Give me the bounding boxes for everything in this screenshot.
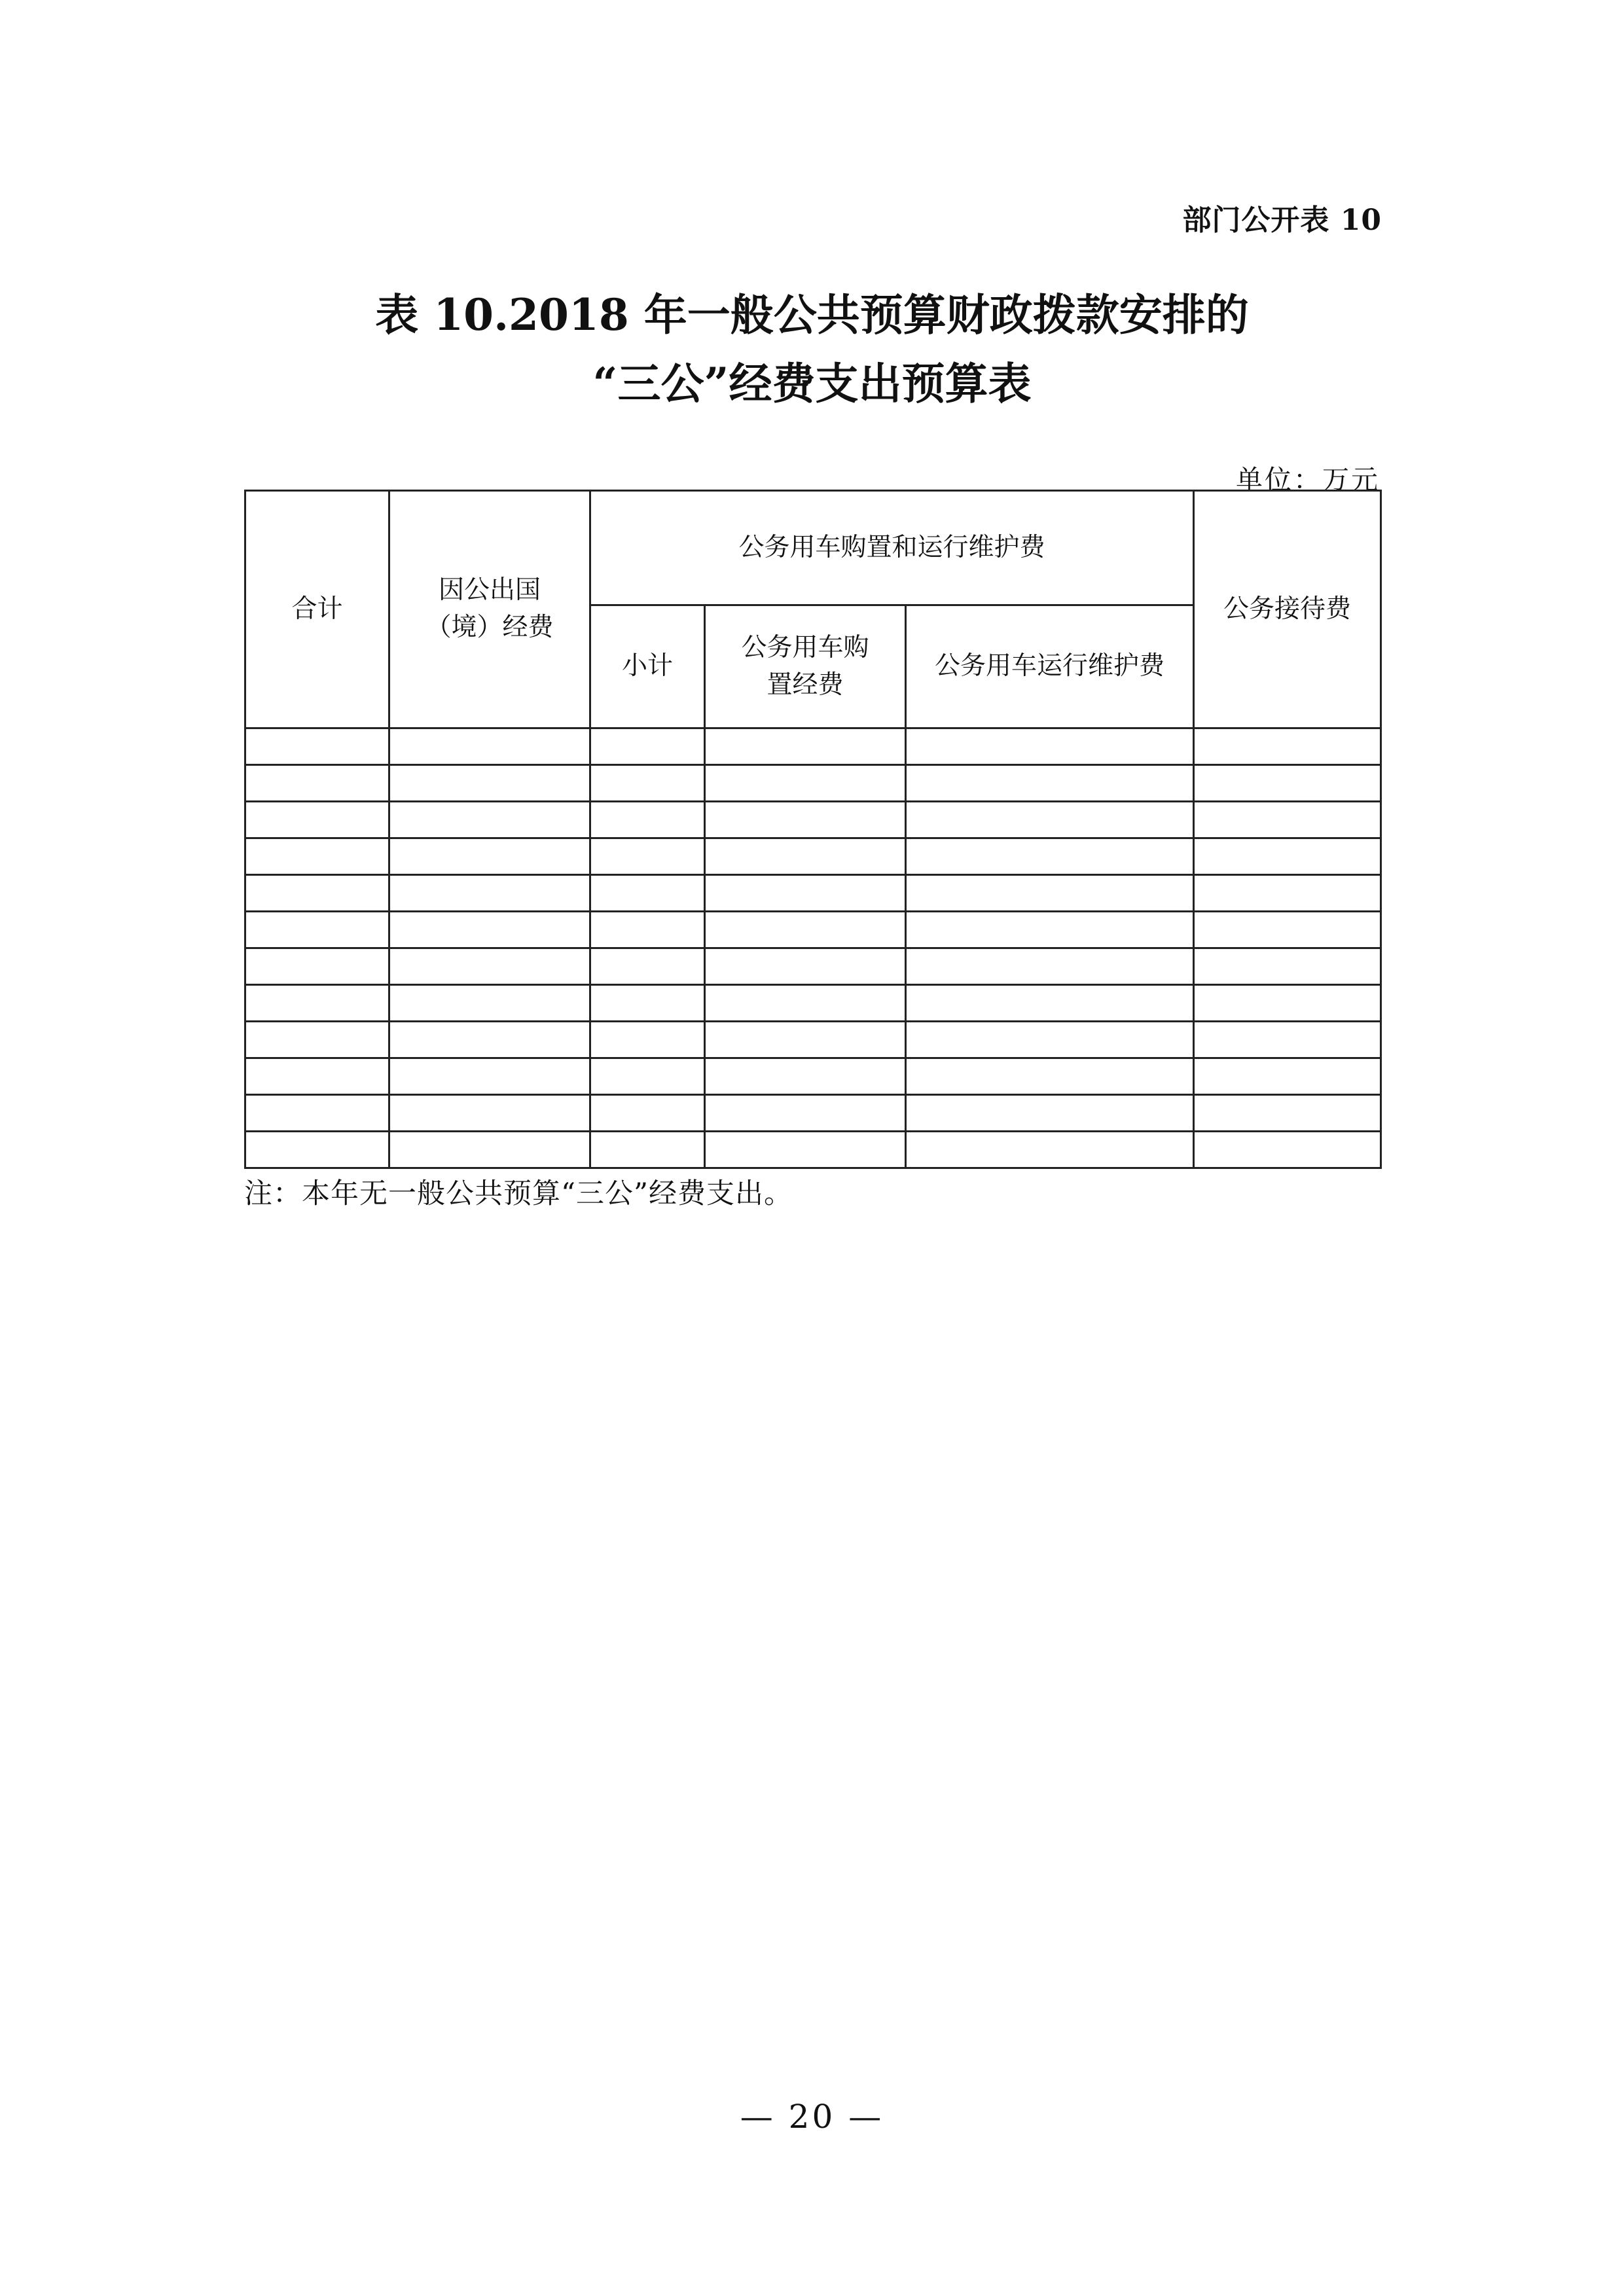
- table-cell: [906, 1132, 1194, 1168]
- table-row: [245, 948, 1381, 985]
- table-cell: [1194, 802, 1381, 838]
- table-row: [245, 802, 1381, 838]
- table-cell: [705, 1022, 906, 1058]
- table-cell: [705, 838, 906, 875]
- table-cell: [906, 765, 1194, 802]
- header-vehicle-purchase: 公务用车购置经费: [705, 605, 906, 728]
- table-cell: [590, 948, 705, 985]
- table-cell: [590, 765, 705, 802]
- table-cell: [389, 1095, 590, 1132]
- table-label: 部门公开表 10: [1182, 204, 1382, 237]
- table-cell: [1194, 765, 1381, 802]
- table-cell: [906, 912, 1194, 948]
- table-cell: [906, 1022, 1194, 1058]
- table-row: [245, 1095, 1381, 1132]
- table-cell: [1194, 948, 1381, 985]
- table-cell: [705, 912, 906, 948]
- table-row: [245, 1022, 1381, 1058]
- table-cell: [590, 912, 705, 948]
- table-cell: [906, 802, 1194, 838]
- table-cell: [389, 1132, 590, 1168]
- table-cell: [245, 1095, 389, 1132]
- table-cell: [389, 985, 590, 1022]
- table-cell: [590, 802, 705, 838]
- table-cell: [590, 1022, 705, 1058]
- header-vehicle-group: 公务用车购置和运行维护费: [590, 491, 1194, 605]
- table-cell: [705, 948, 906, 985]
- table-cell: [705, 728, 906, 765]
- document-title-line-2: “三公”经费支出预算表: [592, 358, 1032, 409]
- table-cell: [1194, 1095, 1381, 1132]
- header-overseas: 因公出国（境）经费: [389, 491, 590, 728]
- table-cell: [705, 802, 906, 838]
- table-cell: [906, 875, 1194, 912]
- table-cell: [245, 838, 389, 875]
- table-cell: [590, 1058, 705, 1095]
- table-cell: [705, 1058, 906, 1095]
- table-cell: [389, 875, 590, 912]
- table-cell: [1194, 728, 1381, 765]
- table-cell: [590, 838, 705, 875]
- table-cell: [1194, 1022, 1381, 1058]
- table-row: [245, 838, 1381, 875]
- table-cell: [389, 838, 590, 875]
- table-cell: [705, 1132, 906, 1168]
- table-cell: [705, 1095, 906, 1132]
- table-cell: [245, 765, 389, 802]
- table-cell: [705, 985, 906, 1022]
- table-cell: [245, 1058, 389, 1095]
- document-title-line-1: 表 10.2018 年一般公共预算财政拨款安排的: [375, 289, 1249, 340]
- table-cell: [705, 765, 906, 802]
- table-cell: [245, 802, 389, 838]
- table-row: [245, 875, 1381, 912]
- table-cell: [1194, 985, 1381, 1022]
- table-cell: [590, 1095, 705, 1132]
- table-cell: [1194, 912, 1381, 948]
- table-cell: [389, 802, 590, 838]
- table-cell: [1194, 1132, 1381, 1168]
- header-total: 合计: [245, 491, 389, 728]
- unit-label: 单位：万元: [1236, 464, 1380, 495]
- table-cell: [705, 875, 906, 912]
- budget-table: [244, 490, 1382, 1169]
- table-row: [245, 1132, 1381, 1168]
- header-reception: 公务接待费: [1194, 491, 1381, 728]
- table-cell: [906, 985, 1194, 1022]
- table-cell: [245, 1022, 389, 1058]
- table-cell: [245, 1132, 389, 1168]
- table-cell: [906, 1058, 1194, 1095]
- table-row: [245, 728, 1381, 765]
- table-cell: [389, 1058, 590, 1095]
- page-number: — 20 —: [740, 2098, 884, 2136]
- table-cell: [389, 912, 590, 948]
- table-cell: [389, 728, 590, 765]
- table-cell: [906, 1095, 1194, 1132]
- table-row: [245, 1058, 1381, 1095]
- table-cell: [389, 765, 590, 802]
- table-cell: [590, 728, 705, 765]
- header-vehicle-operation: 公务用车运行维护费: [906, 605, 1194, 728]
- header-subtotal: 小计: [590, 605, 705, 728]
- table-row: [245, 912, 1381, 948]
- table-cell: [245, 948, 389, 985]
- table-cell: [245, 875, 389, 912]
- table-cell: [906, 838, 1194, 875]
- table-cell: [1194, 875, 1381, 912]
- table-row: [245, 765, 1381, 802]
- table-cell: [389, 1022, 590, 1058]
- table-cell: [389, 948, 590, 985]
- table-header-row: [245, 491, 1381, 605]
- table-note: 注：本年无一般公共预算“三公”经费支出。: [244, 1177, 793, 1210]
- table-cell: [245, 985, 389, 1022]
- table-cell: [245, 728, 389, 765]
- table-cell: [1194, 838, 1381, 875]
- table-row: [245, 985, 1381, 1022]
- table-cell: [590, 875, 705, 912]
- table-cell: [245, 912, 389, 948]
- table-cell: [906, 728, 1194, 765]
- table-cell: [590, 1132, 705, 1168]
- table-cell: [590, 985, 705, 1022]
- table-cell: [906, 948, 1194, 985]
- table-cell: [1194, 1058, 1381, 1095]
